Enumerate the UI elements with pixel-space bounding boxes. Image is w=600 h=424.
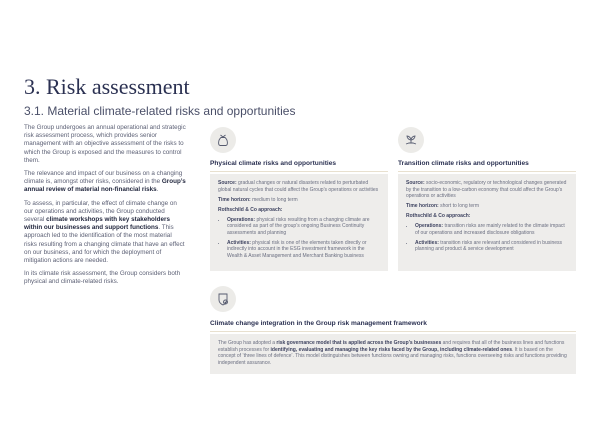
value: socio-economic, regulatory or technological changes generated by the transition to a low-carbon economy that could affect the Group’s operations or activities: [406, 180, 567, 200]
approach-list: [406, 223, 568, 252]
integration-text: [218, 340, 568, 366]
value: short to long term: [438, 203, 479, 210]
source-line: [406, 180, 568, 200]
section-subtitle: 3.1. Material climate-related risks and opportunities: [24, 104, 296, 118]
text: and requires that all of the business lines and functions establish processes for: [218, 340, 565, 353]
sack-icon: [210, 127, 236, 153]
list-item: [415, 223, 568, 236]
physical-card: [210, 174, 388, 271]
divider: [398, 171, 576, 172]
list-item: [227, 217, 380, 237]
value: gradual changes or natural disasters related to perturbated global natural cycles that could affect the Group’s operations or activities: [218, 180, 379, 193]
transition-card: [398, 174, 576, 271]
value: transition risks are mainly related to the climate impact of our operations and increased disclosure obligations: [415, 223, 565, 237]
transition-card-title: Transition climate risks and opportunities: [398, 160, 529, 167]
value: physical risks resulting from a changing climate are considered as part of the group’s ongoing Business Continuity assessments and planning: [227, 216, 370, 237]
label: Operations:: [415, 223, 444, 230]
page-title: 3. Risk assessment: [24, 74, 190, 99]
label: Rothschild & Co approach:: [218, 206, 283, 213]
text: .: [156, 186, 159, 194]
bold-text: Group’s annual review of material non-financial risks: [24, 178, 186, 194]
bold-text: risk governance model that is applied across the Group’s businesses: [276, 340, 442, 346]
approach-label: [406, 213, 568, 220]
intro-text: [24, 124, 186, 292]
physical-card-title: Physical climate risks and opportunities: [210, 160, 337, 167]
text: To assess, in particular, the effect of climate change on our operations and activities, the Group conducted several: [24, 199, 177, 224]
label: Operations:: [227, 216, 256, 223]
list-item: [415, 240, 568, 253]
divider: [210, 331, 576, 332]
horizon-line: [406, 203, 568, 210]
label: Activities:: [227, 239, 251, 246]
approach-label: [218, 207, 380, 214]
intro-paragraph: The Group undergoes an annual operational and strategic risk assessment process, which provides senior management with an objective assessment of the risks to which the Group is exposed and the measures to control them.: [24, 124, 186, 164]
label: Time horizon:: [218, 196, 251, 203]
text: The Group has adopted a: [218, 340, 277, 346]
text: The relevance and impact of our business on a changing climate is, amongst other risks, considered in the: [24, 170, 183, 186]
value: transition risks are relevant and considered in business planning and product & service development: [415, 239, 563, 253]
bold-text: identifying, evaluating and managing the key risks faced by the Group, including climate-related ones: [270, 346, 512, 353]
source-line: [218, 180, 380, 193]
integration-card-title: Climate change integration in the Group risk management framework: [210, 320, 427, 327]
plant-hand-icon: [398, 127, 424, 153]
horizon-line: [218, 197, 380, 204]
label: Activities:: [415, 239, 439, 246]
text: . It is based on the concept of ‘three lines of defence’. This model distinguishes between functions owning and managing risks, functions overseeing risks and functions providing independent assurance.: [218, 346, 567, 366]
integration-card: [210, 334, 576, 374]
label: Source:: [406, 180, 425, 186]
intro-paragraph: [24, 170, 186, 195]
list-item: [227, 240, 380, 260]
approach-list: [218, 217, 380, 260]
value: physical risk is one of the elements taken directly or indirectly into account in the ESG investment framework in the Wealth & Asset Management and Merchant Banking business: [227, 239, 367, 259]
shield-check-icon: [210, 286, 236, 312]
intro-paragraph: [24, 200, 186, 266]
label: Time horizon:: [406, 203, 439, 210]
divider: [210, 171, 388, 172]
value: medium to long term: [250, 196, 298, 203]
text: . This approach led to the identification of the most material risks resulting from a changing climate that have an effect on our business, and for which the deployment of mitigation actions are needed.: [24, 224, 185, 265]
bold-text: climate workshops with key stakeholders within our businesses and support functions: [24, 216, 170, 232]
label: Source:: [218, 180, 237, 186]
intro-paragraph: In its climate risk assessment, the Group considers both physical and climate-related risks.: [24, 270, 181, 286]
label: Rothschild & Co approach:: [406, 213, 471, 220]
